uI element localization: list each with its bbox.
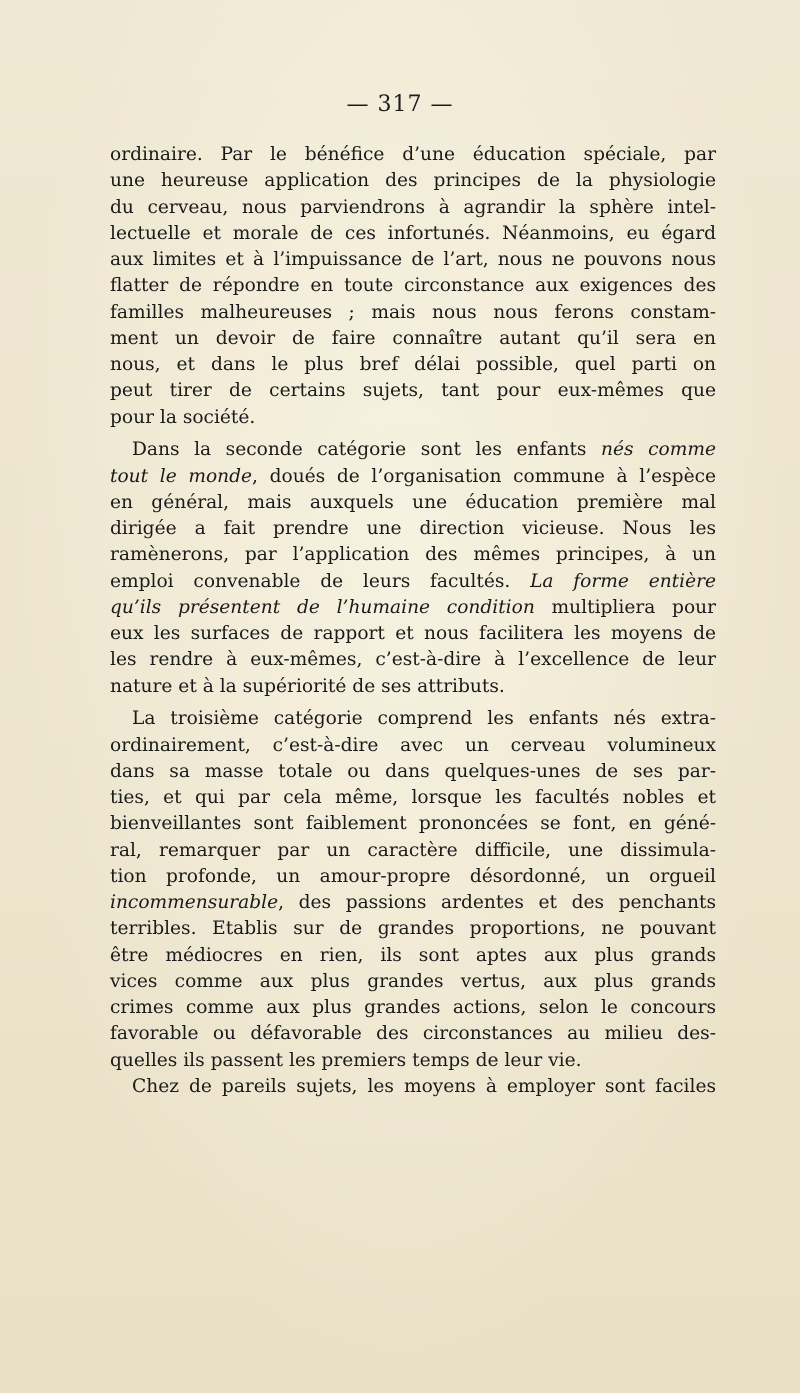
text-line: La troisième catégorie comprend les enfants nés extra- <box>132 708 716 730</box>
text-run: , des passions ardentes et des penchants <box>278 892 716 913</box>
text-line: quelles ils passent les premiers temps de leur vie. <box>110 1049 582 1071</box>
text-line: Chez de pareils sujets, les moyens à employer sont faciles <box>132 1075 716 1097</box>
italic-text: tout le monde <box>110 465 253 487</box>
text-line <box>110 437 716 463</box>
text-line: dans sa masse totale ou dans quelques-unes de ses par- <box>110 760 716 782</box>
text-line: nous, et dans le plus bref délai possible, quel parti on <box>110 354 716 375</box>
text-line: favorable ou défavorable des circonstances au milieu des- <box>110 1023 716 1045</box>
text-line: une heureuse application des principes de la physiologie <box>110 170 716 192</box>
text-line: en général, mais auxquels une éducation première mal <box>110 491 716 513</box>
text-run: Dans la seconde catégorie sont les enfants <box>132 439 602 461</box>
text-line: terribles. Etablis sur de grandes proportions, ne pouvant <box>110 918 716 940</box>
text-line: ordinairement, c’est-à-dire avec un cerveau volumineux <box>110 734 716 756</box>
text-run: multipliera pour <box>534 596 717 618</box>
text-line: ties, et qui par cela même, lorsque les facultés nobles et <box>110 787 716 808</box>
text-line: flatter de répondre en toute circonstance aux exigences des <box>110 275 716 297</box>
text-line: bienveillantes sont faiblement prononcées se font, en géné- <box>110 813 716 835</box>
text-line: ramènerons, par l’application des mêmes principes, à un <box>110 544 716 566</box>
text-line: ordinaire. Par le bénéfice d’une éducation spéciale, par <box>110 144 716 165</box>
text-line: vices comme aux plus grandes vertus, aux plus grands <box>110 970 716 992</box>
paragraph-3 <box>110 706 716 1074</box>
text-line: tion profonde, un amour-propre désordonné, un orgueil <box>110 865 716 887</box>
text-line: ral, remarquer par un caractère difficile, une dissimula- <box>110 839 716 861</box>
italic-text: La forme entière <box>530 570 716 592</box>
text-line: nature et à la supériorité de ses attributs. <box>110 675 505 697</box>
italic-text: nés comme <box>601 439 716 461</box>
text-line: aux limites et à l’impuissance de l’art, nous ne pouvons nous <box>110 249 716 270</box>
text-line: du cerveau, nous parviendrons à agrandir la sphère intel- <box>110 196 716 218</box>
italic-text: qu’ils présentent de l’humaine condition <box>110 596 535 618</box>
body-text <box>110 142 716 1100</box>
text-line: dirigée a fait prendre une direction vicieuse. Nous les <box>110 518 716 539</box>
text-line <box>110 595 716 621</box>
text-run: , doués de l’organisation commune à l’espèce <box>252 465 716 487</box>
text-line: ment un devoir de faire connaître autant qu’il sera en <box>110 327 716 349</box>
page-number: — 317 — <box>346 92 454 117</box>
text-line <box>110 464 716 490</box>
text-line: familles malheureuses ; mais nous nous ferons constam- <box>110 301 716 323</box>
text-line: lectuelle et morale de ces infortunés. Néanmoins, eu égard <box>110 222 716 244</box>
text-line: crimes comme aux plus grandes actions, selon le concours <box>110 997 716 1018</box>
text-line: les rendre à eux-mêmes, c’est-à-dire à l’excellence de leur <box>110 649 716 671</box>
text-line <box>110 890 716 916</box>
text-line: peut tirer de certains sujets, tant pour eux-mêmes que <box>110 380 716 402</box>
text-line: être médiocres en rien, ils sont aptes aux plus grands <box>110 944 716 966</box>
paragraph-4 <box>110 1074 716 1100</box>
text-line: eux les surfaces de rapport et nous facilitera les moyens de <box>110 623 716 644</box>
italic-text: incommensurable <box>110 892 279 913</box>
text-line: pour la société. <box>110 406 256 428</box>
text-line <box>110 569 716 595</box>
paragraph-2 <box>110 437 716 700</box>
paragraph-1 <box>110 142 716 431</box>
text-run: emploi convenable de leurs facultés. <box>110 570 531 592</box>
